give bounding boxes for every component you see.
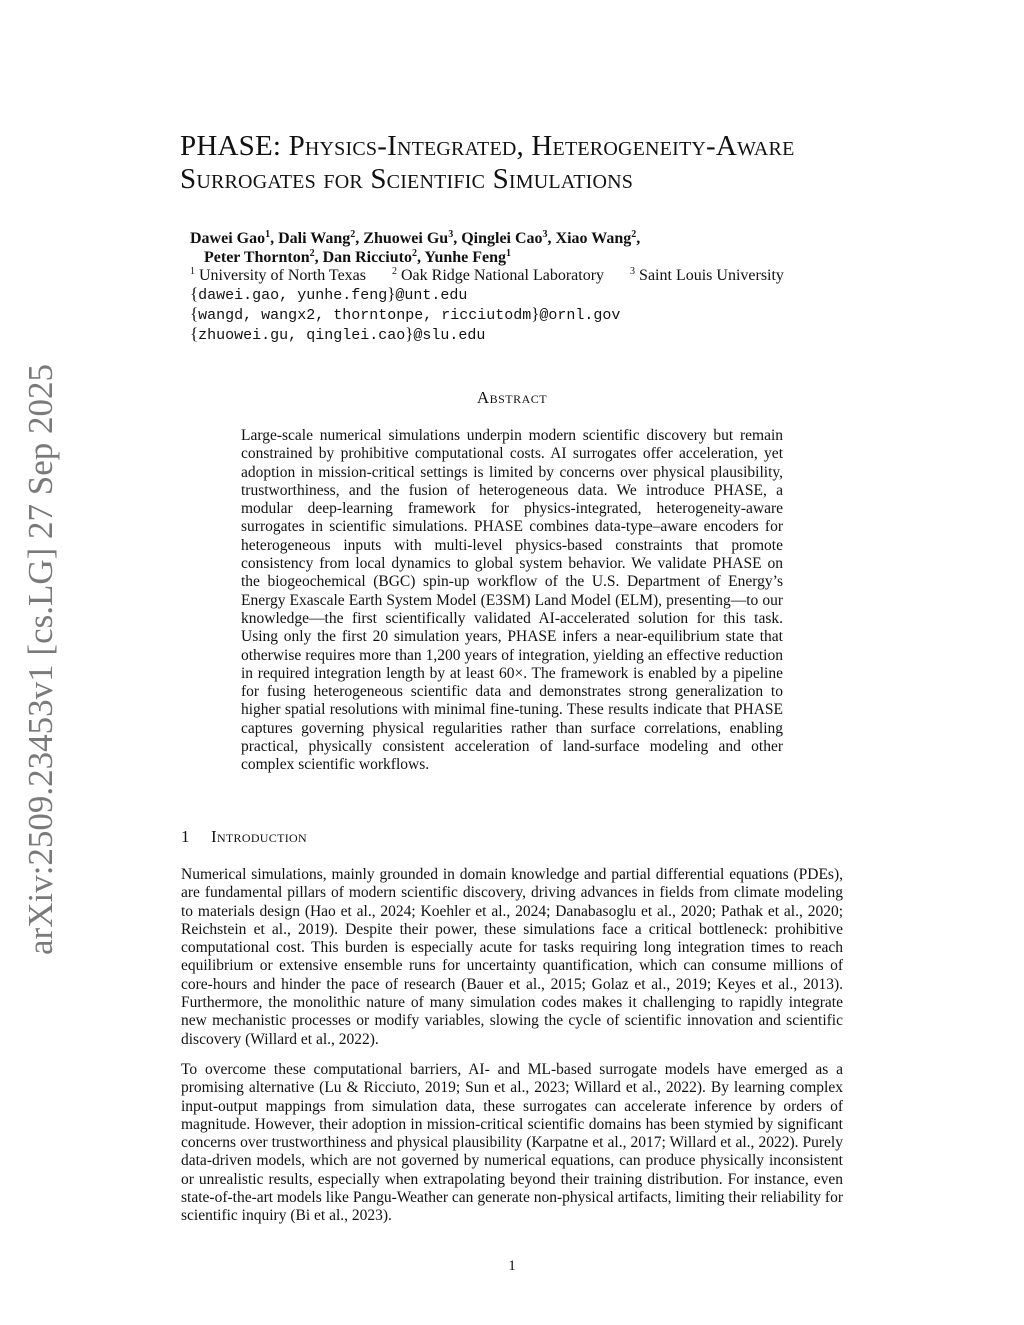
author-separator: ,: [270, 230, 279, 247]
intro-paragraph-1: Numerical simulations, mainly grounded in domain knowledge and partial differential equations (PDEs), are fundamental pillars of modern scientific discovery, driving advances in fields from climate modeling to materials design (Hao et al., 2024; Koehler et al., 2024; Danabasoglu et al., 2020; Pathak et al., 2020; Reichstein et al., 2019). Despite their power, these simulations face a critical bottleneck: prohibitive computational cost. This burden is especially acute for tasks requiring long integration times to reach equilibrium or extensive ensemble runs for uncertainty quantification, which can consume millions of core-hours and hinder the pace of research (Bauer et al., 2015; Golaz et al., 2019; Keyes et al., 2013). Furthermore, the monolithic nature of many simulation codes makes it challenging to rapidly integrate new mechanistic processes or modify variables, slowing the cycle of scientific innovation and scientific discovery (Willard et al., 2022).: [181, 866, 843, 1048]
author-affiliation-mark: 2: [411, 248, 417, 259]
intro-paragraph-2: To overcome these computational barriers, AI- and ML-based surrogate models have emerged as a promising alternative (Lu & Ricciuto, 2019; Sun et al., 2023; Willard et al., 2022). By learning complex input-output mappings from simulation data, these surrogates can accelerate inference by orders of magnitude. However, their adoption in mission-critical scientific domains has been stymied by significant concerns over trustworthiness and physical plausibility (Karpatne et al., 2017; Willard et al., 2022). Purely data-driven models, which are not governed by numerical equations, can produce physically inconsistent or unrealistic results, especially when extrapolating beyond their training distribution. For instance, even state-of-the-art models like Pangu-Weather can generate non-physical artifacts, limiting their reliability for scientific inquiry (Bi et al., 2023).: [181, 1061, 843, 1225]
email-line: {zhuowei.gu, qinglei.cao}@slu.edu: [190, 324, 486, 344]
author: Dali Wang: [278, 230, 351, 247]
email-domain: @unt.edu: [395, 287, 468, 304]
author-affiliation-mark: 2: [309, 248, 315, 259]
author-affiliation-mark: 2: [350, 229, 356, 240]
abstract-heading: Abstract: [476, 388, 548, 407]
email-line: {wangd, wangx2, thorntonpe, ricciutodm}@ornl.gov: [190, 304, 621, 324]
author-separator: ,: [314, 249, 323, 266]
author-separator: ,: [547, 230, 556, 247]
author: Dawei Gao: [190, 230, 266, 247]
email-names: zhuowei.gu, qinglei.cao: [198, 327, 406, 344]
author: Qinglei Cao: [461, 230, 543, 247]
author-separator: ,: [636, 230, 641, 247]
title-line-1: PHASE: Physics-Integrated, Heterogeneity-Aware: [180, 130, 795, 162]
author-affiliation-mark: 2: [631, 229, 637, 240]
section-number: 1: [181, 827, 190, 846]
title-line-2: Surrogates for Scientific Simulations: [180, 163, 634, 195]
email-domain: @slu.edu: [413, 327, 486, 344]
author-affiliation-mark: 3: [542, 229, 548, 240]
author: Dan Ricciuto: [322, 249, 412, 266]
author: Xiao Wang: [555, 230, 632, 247]
arxiv-stamp: arXiv:2509.23453v1 [cs.LG] 27 Sep 2025: [21, 363, 60, 955]
author: Peter Thornton: [204, 249, 310, 266]
author-affiliation-mark: 3: [448, 229, 454, 240]
affiliation: Oak Ridge National Laboratory: [401, 267, 605, 284]
affiliation: University of North Texas: [199, 267, 366, 284]
affiliation-number: 3: [630, 266, 636, 277]
affiliations: [190, 266, 910, 285]
author-list: [190, 229, 890, 267]
section-title: Introduction: [211, 827, 307, 846]
paper-title: [180, 130, 940, 196]
affiliation-number: 2: [392, 266, 397, 277]
abstract-text: Large-scale numerical simulations underpin modern scientific discovery but remain constrained by prohibitive computational costs. AI surrogates offer acceleration, yet adoption in mission-critical settings is limited by concerns over physical plausibility, trustworthiness, and the fusion of heterogeneous data. We introduce PHASE, a modular deep-learning framework for physics-integrated, heterogeneity-aware surrogates in scientific simulations. PHASE combines data-type–aware encoders for heterogeneous inputs with multi-level physics-based constraints that promote consistency from local dynamics to global system behavior. We validate PHASE on the biogeochemical (BGC) spin-up workflow of the U.S. Department of Energy’s Energy Exascale Earth System Model (E3SM) Land Model (ELM), presenting—to our knowledge—the first scientifically validated AI-accelerated solution for this task. Using only the first 20 simulation years, PHASE infers a near-equilibrium state that otherwise requires more than 1,200 years of integration, yielding an effective reduction in required integration length by at least 60×. The framework is enabled by a pipeline for fusing heterogeneous scientific data and demonstrates strong generalization to higher spatial resolutions with minimal fine-tuning. These results indicate that PHASE captures governing physical regularities rather than surface correlations, enabling practical, physically consistent acceleration of land-surface modeling and other complex scientific workflows.: [241, 427, 783, 774]
email-names: wangd, wangx2, thorntonpe, ricciutodm: [198, 307, 532, 324]
author: Yunhe Feng: [424, 249, 507, 266]
author-line-1: [190, 229, 890, 248]
author-affiliation-mark: 1: [506, 248, 512, 259]
email-names: dawei.gao, yunhe.feng: [198, 287, 388, 304]
email-list: [190, 285, 620, 345]
email-line: {dawei.gao, yunhe.feng}@unt.edu: [190, 284, 468, 304]
affiliation-number: 1: [190, 266, 195, 277]
email-domain: @ornl.gov: [539, 307, 621, 324]
author-affiliation-mark: 1: [265, 229, 271, 240]
author-separator: ,: [453, 230, 462, 247]
author: Zhuowei Gu: [363, 230, 449, 247]
page-number: 1: [508, 1258, 516, 1274]
author-line-2: [204, 248, 890, 267]
author-separator: ,: [416, 249, 425, 266]
affiliation: Saint Louis University: [639, 267, 784, 284]
section-heading-introduction: [181, 827, 307, 847]
author-separator: ,: [355, 230, 364, 247]
